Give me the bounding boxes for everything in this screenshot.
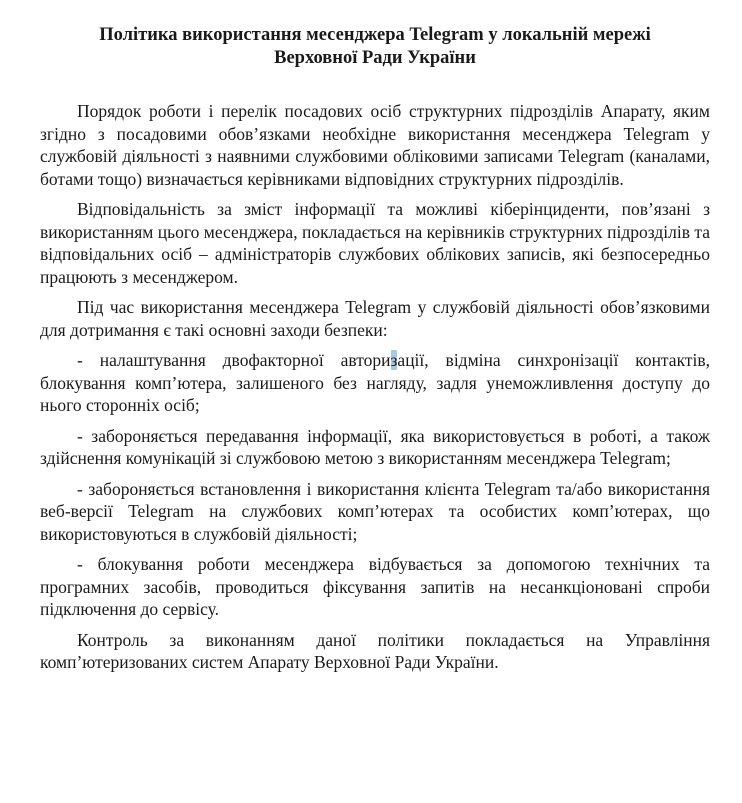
bullet-information-transfer-ban: - забороняється передавання інформації, яка використовується в роботі, а також здійснення комунікацій зі службовою метою з використанням месенджера Telegram;	[40, 425, 710, 468]
bullet-two-factor-auth	[40, 349, 710, 417]
bullet-text-after-highlight: ації, відміна синхронізації контактів, блокування комп’ютера, залишеного без нагляду, задля унеможливлення доступу до нього сторонніх осіб;	[40, 350, 710, 415]
document-title	[40, 24, 710, 70]
document-title-line-2: Верховної Ради України	[274, 48, 476, 68]
paragraph-security-measures-intro: Під час використання месенджера Telegram у службовій діяльності обов’язковими для дотримання є такі основні заходи безпеки:	[40, 297, 710, 340]
paragraph-order-of-work: Порядок роботи і перелік посадових осіб структурних підрозділів Апарату, яким згідно з посадовими обов’язками необхідне використання месенджера Telegram у службовій діяльності з наявними службовими обліковими записами Telegram (каналами, ботами тощо) визначається керівниками відповідних структурних підрозділів.	[40, 101, 710, 189]
bullet-text-before-highlight: - налаштування двофакторної автори	[77, 350, 391, 370]
bullet-blocking-measures: - блокування роботи месенджера відбувається за допомогою технічних та програмних засобів, проводиться фіксування запитів на несанкціоновані спроби підключення до сервісу.	[40, 554, 710, 619]
bullet-client-install-ban: - забороняється встановлення і використання клієнта Telegram та/або використання веб-версії Telegram на службових комп’ютерах та особистих комп’ютерах, що використовуються в службовій діяльності;	[40, 478, 710, 544]
highlighted-character: з	[390, 350, 398, 370]
paragraph-control: Контроль за виконанням даної політики покладається на Управління комп’ютеризованих систем Апарату Верховної Ради України.	[40, 629, 710, 672]
paragraph-responsibility: Відповідальність за зміст інформації та можливі кіберінциденти, пов’язані з використанням цього месенджера, покладається на керівників структурних підрозділів та відповідальних осіб – адміністраторів службових облікових записів, які безпосередньо працюють з месенджером.	[40, 199, 710, 287]
document-title-line-1: Політика використання месенджера Telegram у локальній мережі	[99, 25, 651, 45]
